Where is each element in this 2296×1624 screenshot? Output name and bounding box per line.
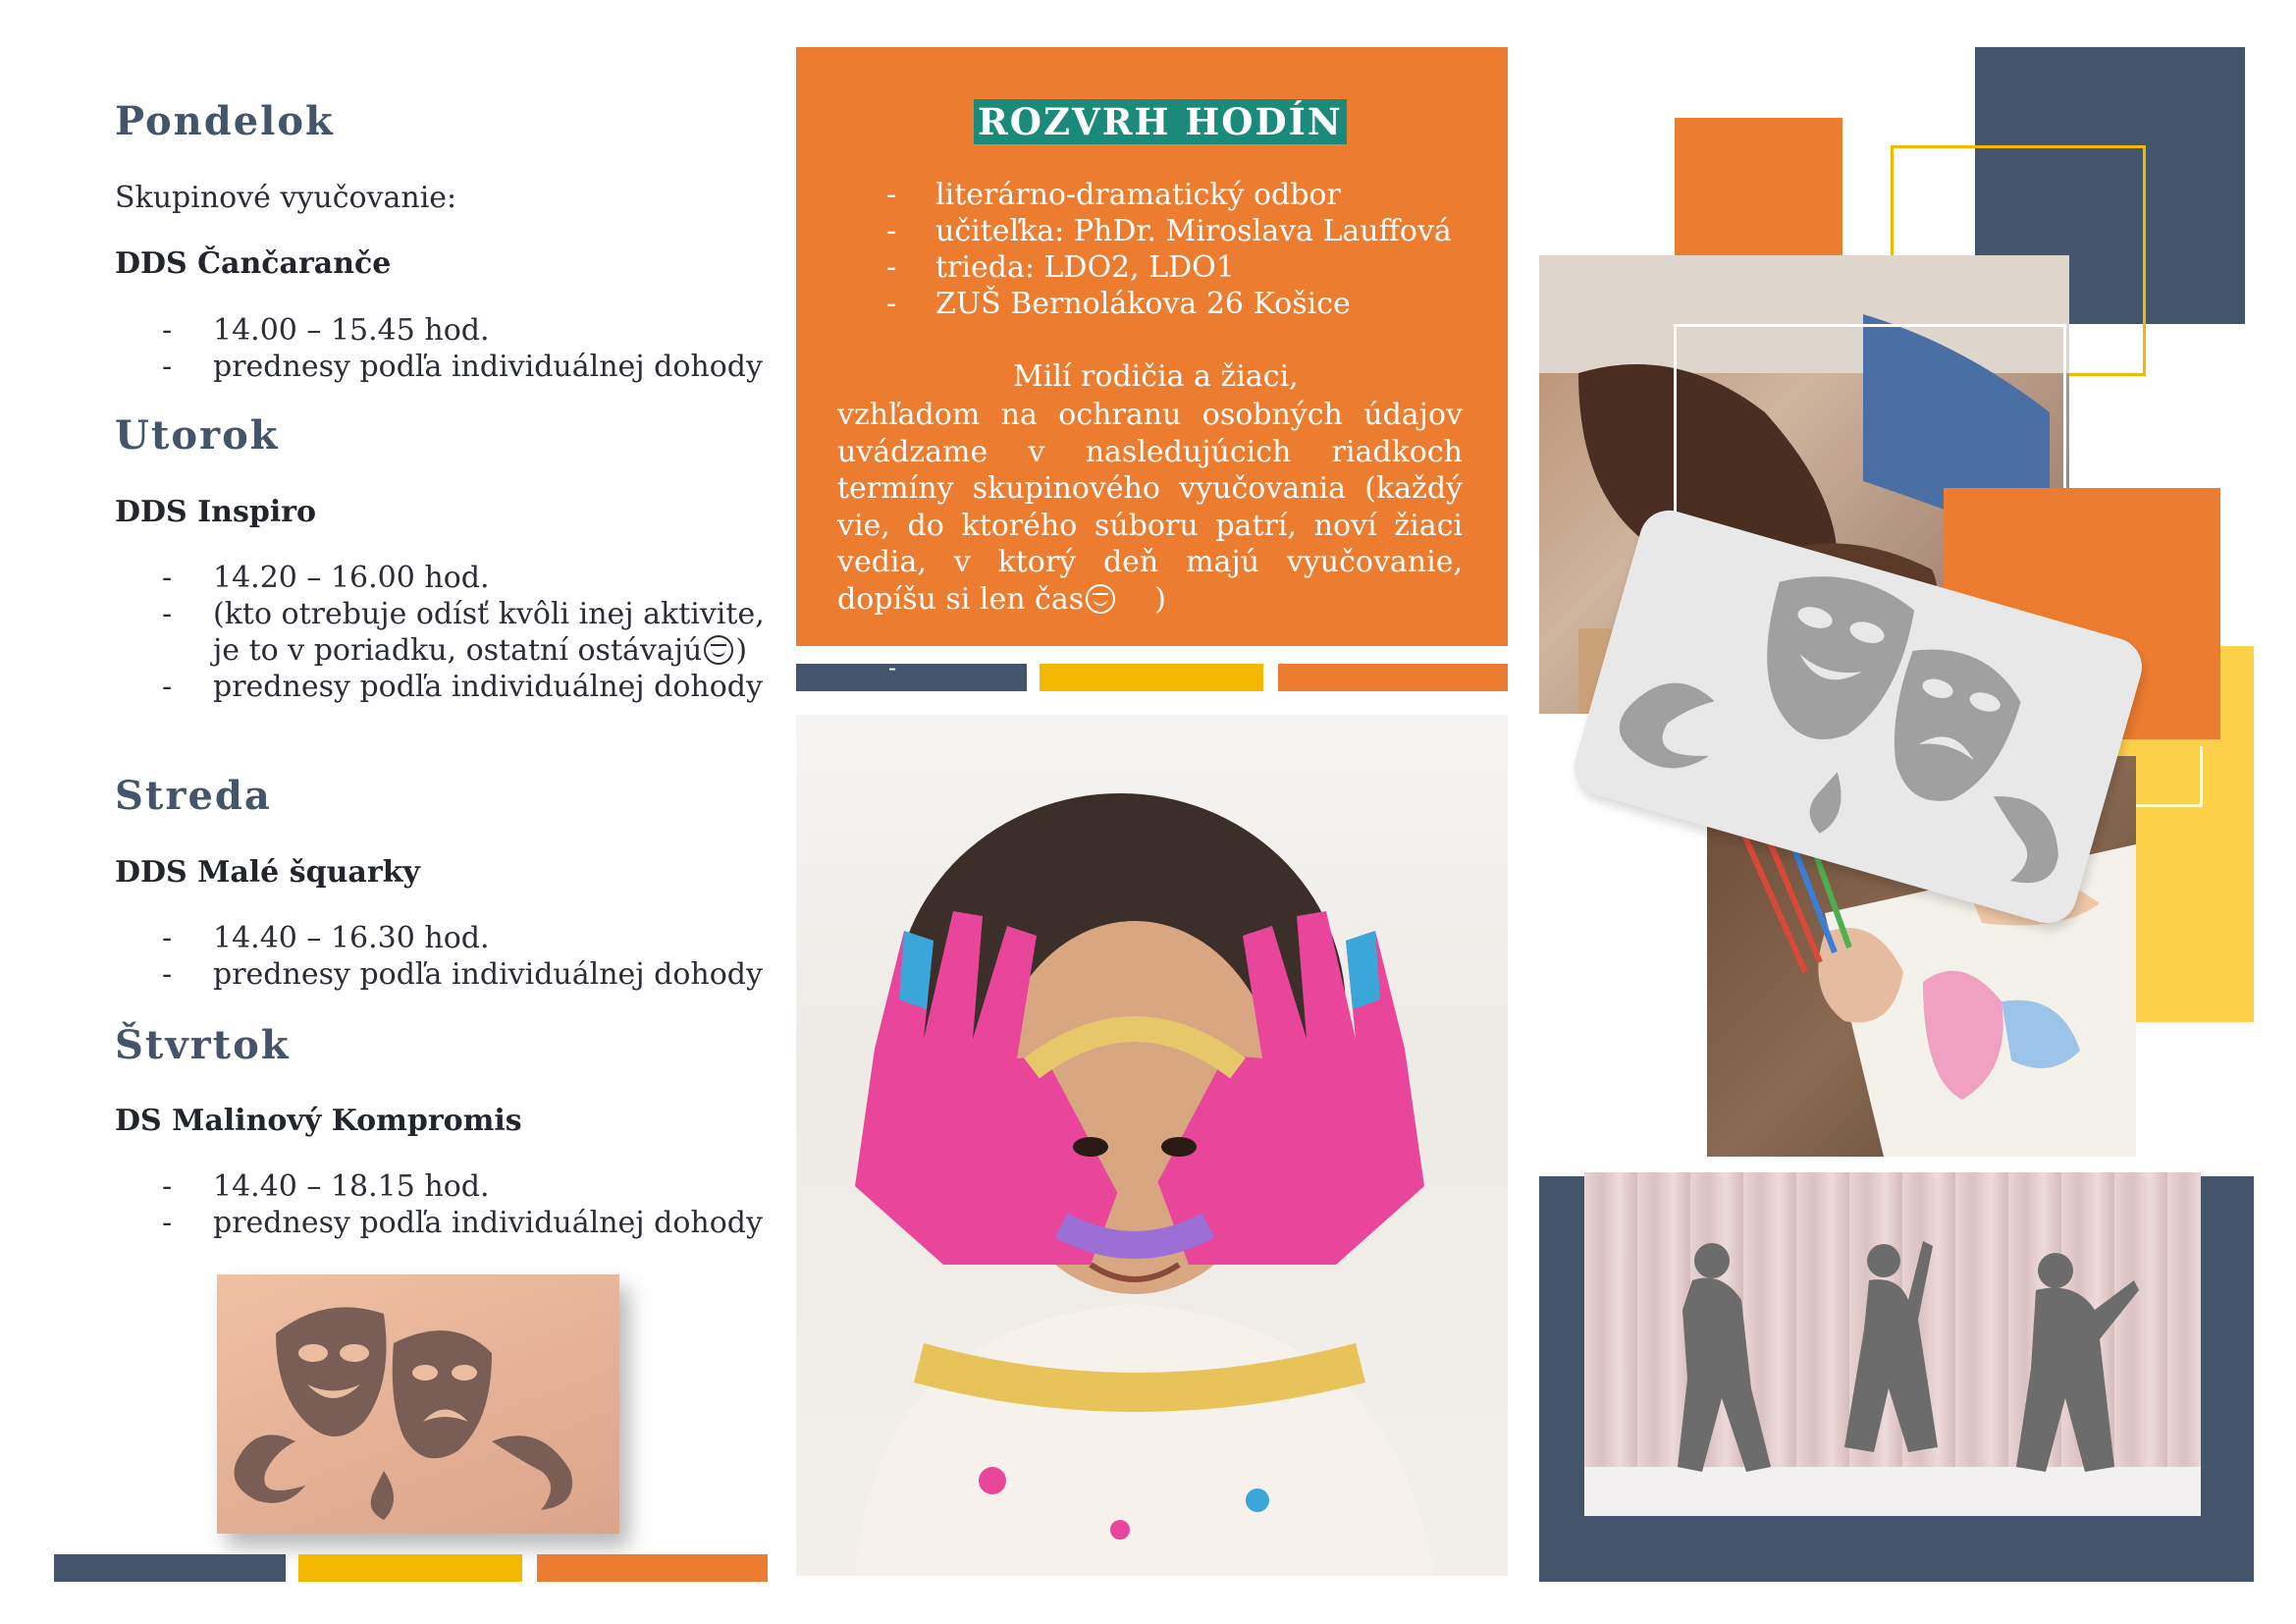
thursday-schedule-list	[162, 1168, 763, 1241]
tuesday-schedule-list	[162, 560, 765, 705]
day-heading-thursday: Štvrtok	[115, 1022, 291, 1068]
decorative-bar-navy	[796, 664, 1027, 691]
list-item: - prednesy podľa individuálnej dohody	[162, 669, 765, 705]
thursday-group-name: DS Malinový Kompromis	[115, 1104, 522, 1138]
decorative-bar-orange	[1278, 664, 1508, 691]
dancers-silhouette-image	[1584, 1172, 2201, 1516]
list-item	[162, 596, 765, 669]
list-item: - 14.40 – 18.15 hod.	[162, 1168, 763, 1205]
day-heading-monday: Pondelok	[115, 98, 335, 144]
decorative-bar-yellow	[1040, 664, 1263, 691]
list-item-text: je to v poriadku, ostatní ostávajú	[213, 633, 703, 668]
decorative-bar-yellow	[298, 1554, 522, 1582]
greeting: Milí rodičia a žiaci,	[1013, 359, 1299, 394]
list-item: - trieda: LDO2, LDO1	[886, 249, 1452, 286]
list-item: - 14.40 – 16.30 hod.	[162, 920, 763, 956]
decorative-square-orange	[1675, 118, 1842, 276]
list-item: - prednesy podľa individuálnej dohody	[162, 1205, 763, 1241]
day-heading-wednesday: Streda	[115, 773, 272, 819]
theater-masks-icon	[217, 1274, 619, 1534]
monday-group-name: DDS Čančaranče	[115, 246, 392, 281]
list-item-text: (kto otrebuje odísť kvôli inej aktivite,	[213, 597, 765, 631]
monday-schedule-list	[162, 312, 763, 385]
info-list	[886, 177, 1452, 322]
decorative-bar-orange	[537, 1554, 768, 1582]
message-paragraph	[837, 397, 1463, 618]
wednesday-group-name: DDS Malé šquarky	[115, 855, 420, 890]
page-title: ROZVRH HODÍN	[974, 99, 1347, 144]
message-end: )	[1154, 581, 1167, 617]
tuesday-group-name: DDS Inspiro	[115, 495, 317, 529]
child-painted-hands-photo	[796, 715, 1508, 1576]
dancers-silhouette-photo	[1584, 1172, 2201, 1516]
day-heading-tuesday: Utorok	[115, 412, 280, 459]
message-text: vzhľadom na ochranu osobných údajov uvádzame v nasledujúcich riadkoch termíny skupinového vyučovania (každý vie, do ktorého súboru patrí, noví žiaci vedia, v ktorý deň majú vyučovanie, dopíšu si len čas	[837, 398, 1463, 617]
dash-mark: -	[888, 654, 897, 681]
list-item: - učiteľka: PhDr. Miroslava Lauffová	[886, 213, 1452, 249]
list-item-text: )	[735, 633, 748, 668]
child-heart-hands-image	[796, 715, 1508, 1576]
list-item: - prednesy podľa individuálnej dohody	[162, 956, 763, 993]
monday-intro: Skupinové vyučovanie:	[115, 181, 457, 215]
smile-icon	[1086, 584, 1115, 614]
theater-masks-image	[217, 1274, 619, 1534]
wednesday-schedule-list	[162, 920, 763, 993]
list-item: - ZUŠ Bernolákova 26 Košice	[886, 286, 1452, 322]
list-item: - prednesy podľa individuálnej dohody	[162, 349, 763, 385]
smile-icon	[704, 635, 733, 665]
list-item: - 14.20 – 16.00 hod.	[162, 560, 765, 596]
list-item: - literárno-dramatický odbor	[886, 177, 1452, 213]
decorative-bar-navy	[54, 1554, 286, 1582]
list-item: - 14.00 – 15.45 hod.	[162, 312, 763, 349]
